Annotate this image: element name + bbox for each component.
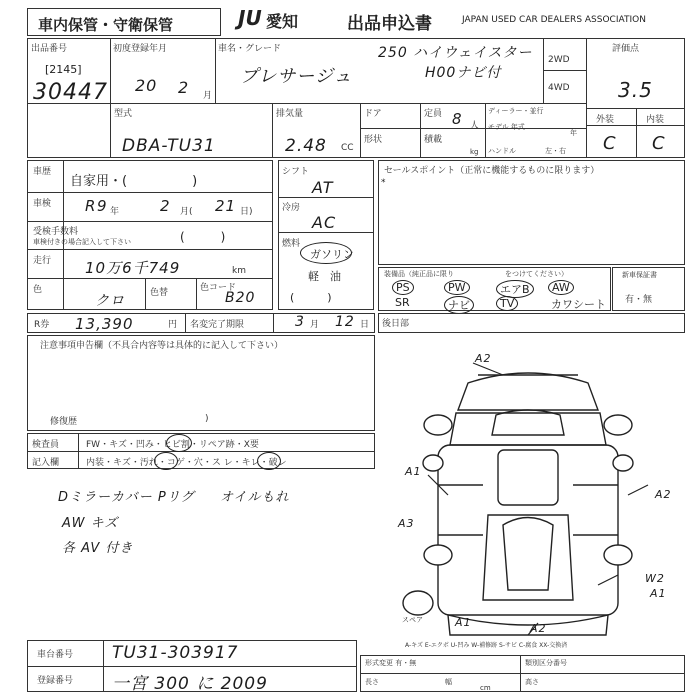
aircon-value: AC [312, 213, 337, 232]
capacity-value: 8 [452, 110, 463, 128]
rating-label: 評価点 [612, 44, 640, 54]
form-title: 出品申込書 [347, 14, 432, 34]
equipment-item: エアB [496, 280, 534, 298]
logo-text: 愛知 [266, 12, 299, 31]
ju-logo: JU [238, 6, 262, 30]
sales-point-label: セールスポイント（正常に機能するものに限ります） [384, 166, 600, 176]
first-reg-label: 初度登録年月 [113, 44, 168, 54]
name-change-month: 3 [295, 314, 305, 330]
rating-value: 3.5 [618, 78, 653, 102]
fuel-gasoline: ガソリン [310, 248, 354, 261]
equipment-item: SR [395, 296, 410, 309]
inspection-month: 2 [160, 197, 171, 215]
vehicle-label: 車名・グレード [218, 44, 282, 54]
color-code: B20 [225, 290, 256, 306]
association-name: JAPAN USED CAR DEALERS ASSOCIATION [462, 15, 646, 25]
rating-exterior: C [603, 133, 617, 154]
displacement-value: 2.48 [285, 136, 327, 156]
color-value: クロ [95, 293, 125, 309]
remark-3: AW キズ [62, 516, 119, 531]
first-reg-month: 2 [178, 78, 190, 97]
equipment-item: PW [444, 280, 470, 295]
mileage-value: 10万6千749 [85, 259, 181, 277]
rating-interior: C [652, 133, 666, 154]
storage-title: 車内保管・守衛保管 [38, 16, 174, 34]
shift-value: AT [312, 178, 334, 197]
fuel-selected-mark [300, 242, 352, 264]
remark-2: オイルもれ [220, 490, 290, 505]
history-value: 自家用・( ) [70, 174, 198, 189]
plate-number: 一宮 300 に 2009 [112, 674, 268, 694]
equipment-item: AW [548, 280, 574, 295]
remark-1: Dミラーカバー Pリグ [58, 490, 195, 505]
damage-legend: A-キズ E-エクボ U-凹み W-補修跡 S-サビ C-腐食 XX-交換済 [405, 642, 568, 649]
asterisk-icon: * [381, 178, 386, 188]
after-day-box [378, 313, 685, 333]
lot-sub: [2145] [45, 63, 82, 76]
vehicle-grade-2: H00ナビ付 [425, 65, 502, 81]
vehicle-name: プレサージュ [240, 66, 353, 87]
car-damage-diagram [378, 335, 685, 655]
lot-number: 30447 [33, 80, 108, 105]
inspection-year: 9 [97, 197, 108, 215]
drive-2wd: 2WD [548, 55, 570, 65]
first-reg-year: 20 [135, 76, 158, 95]
model-code: DBA-TU31 [122, 136, 216, 156]
recycle-amount: 13,390 [75, 315, 134, 333]
lot-label: 出品番号 [31, 44, 68, 54]
drive-4wd: 4WD [548, 83, 570, 93]
vehicle-grade: 250 ハイウェイスター [378, 45, 533, 61]
name-change-day: 12 [335, 314, 355, 330]
inspection-era: R [85, 197, 97, 215]
equipment-item: PS [392, 280, 414, 295]
chassis-number: TU31-303917 [112, 643, 239, 663]
inspection-day: 21 [215, 197, 237, 215]
equipment-item: ナビ [444, 296, 474, 314]
storage-title-box [27, 8, 221, 36]
remark-4: 各 AV 付き [62, 541, 134, 556]
equipment-item: カワシート [551, 298, 606, 311]
equipment-item: TV [496, 296, 518, 311]
